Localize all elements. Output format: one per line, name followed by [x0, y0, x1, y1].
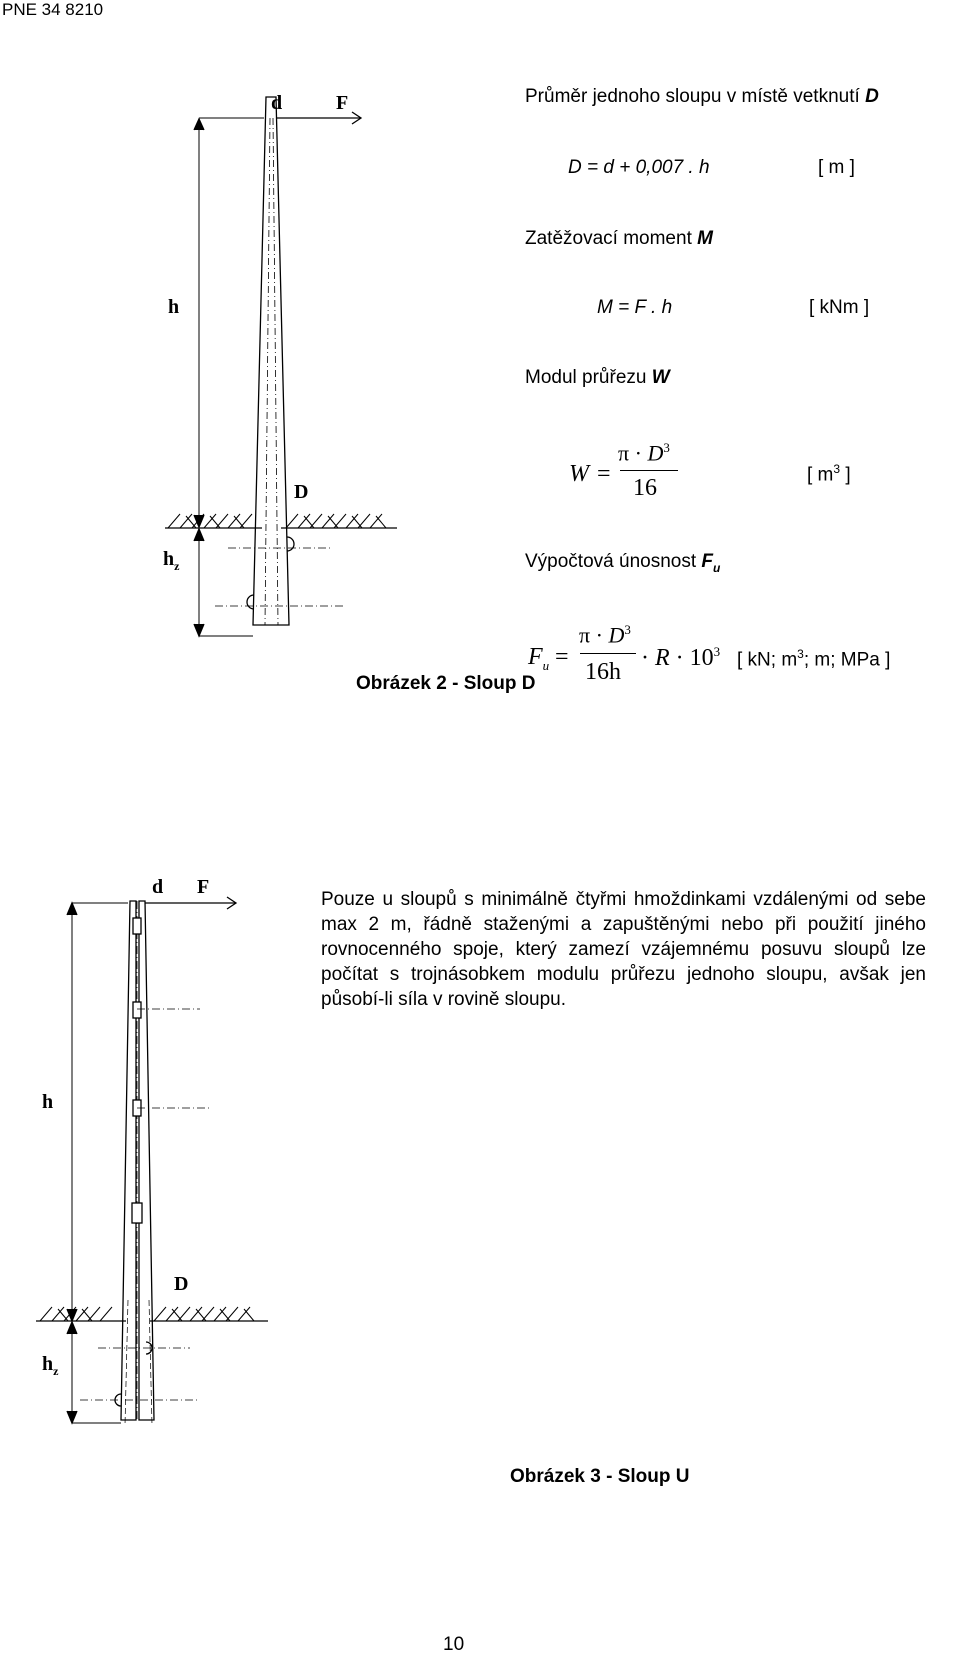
diameter-formula: D = d + 0,007 . h	[568, 157, 710, 178]
modulus-numerator: $\pi \cdot D^3$	[618, 440, 670, 466]
figure-3-label-F: F	[197, 876, 210, 898]
figure-3-label-h: h	[42, 1091, 54, 1113]
figure-2-label-F: F	[336, 92, 349, 114]
capacity-equals: =	[555, 644, 569, 670]
diameter-unit: [ m ]	[818, 157, 855, 178]
figure-2-caption: Obrázek 2 - Sloup D	[356, 673, 536, 694]
modulus-lhs: W	[569, 461, 589, 487]
modulus-denominator: 16	[633, 475, 657, 501]
figure-2-label-D: D	[294, 481, 309, 503]
figure-2-label-h: h	[168, 296, 180, 318]
capacity-numerator: $\pi \cdot D^3$	[579, 622, 631, 648]
modulus-equals: =	[597, 461, 611, 487]
capacity-denominator: 16h	[585, 659, 621, 685]
moment-heading: Zatěžovací moment M	[525, 228, 713, 249]
modulus-unit: [ $m^3$ ]	[807, 462, 851, 486]
document-code: PNE 34 8210	[2, 0, 104, 19]
capacity-lhs: $F_u$	[528, 644, 550, 673]
capacity-multiplier: · $R \cdot 10^3$	[641, 644, 721, 671]
capacity-heading: Výpočtová únosnost $F_u$	[525, 551, 721, 575]
figure-3-label-d: d	[152, 876, 164, 898]
modulus-heading: Modul průřezu W	[525, 367, 670, 388]
page-number: 10	[443, 1634, 465, 1655]
explanatory-paragraph: Pouze u sloupů s minimálně čtyřmi hmoždinkami vzdálenými od sebe max 2 m, řádně staženými a zapuštěnými nebo při použití jiného rovnocenného spoje, který zamezí vzájemnému posuvu sloupů lze počítat s trojnásobkem modulu průřezu jednoho sloupu, avšak jen působí-li síla v rovině sloupu.	[321, 889, 926, 1010]
moment-unit: [ kNm ]	[809, 297, 870, 318]
capacity-unit: [ kN; $m^3$; m; MPa ]	[737, 647, 891, 671]
diameter-heading: Průměr jednoho sloupu v místě vetknutí D	[525, 86, 879, 107]
moment-formula: M = F . h	[597, 297, 673, 318]
figure-2-label-hz: $h_z$	[163, 548, 180, 573]
figure-3-label-D: D	[174, 1273, 189, 1295]
figure-2-label-d: d	[271, 92, 283, 114]
figure-3-caption: Obrázek 3 - Sloup U	[510, 1466, 690, 1487]
figure-3-label-hz: $h_z$	[42, 1353, 59, 1378]
